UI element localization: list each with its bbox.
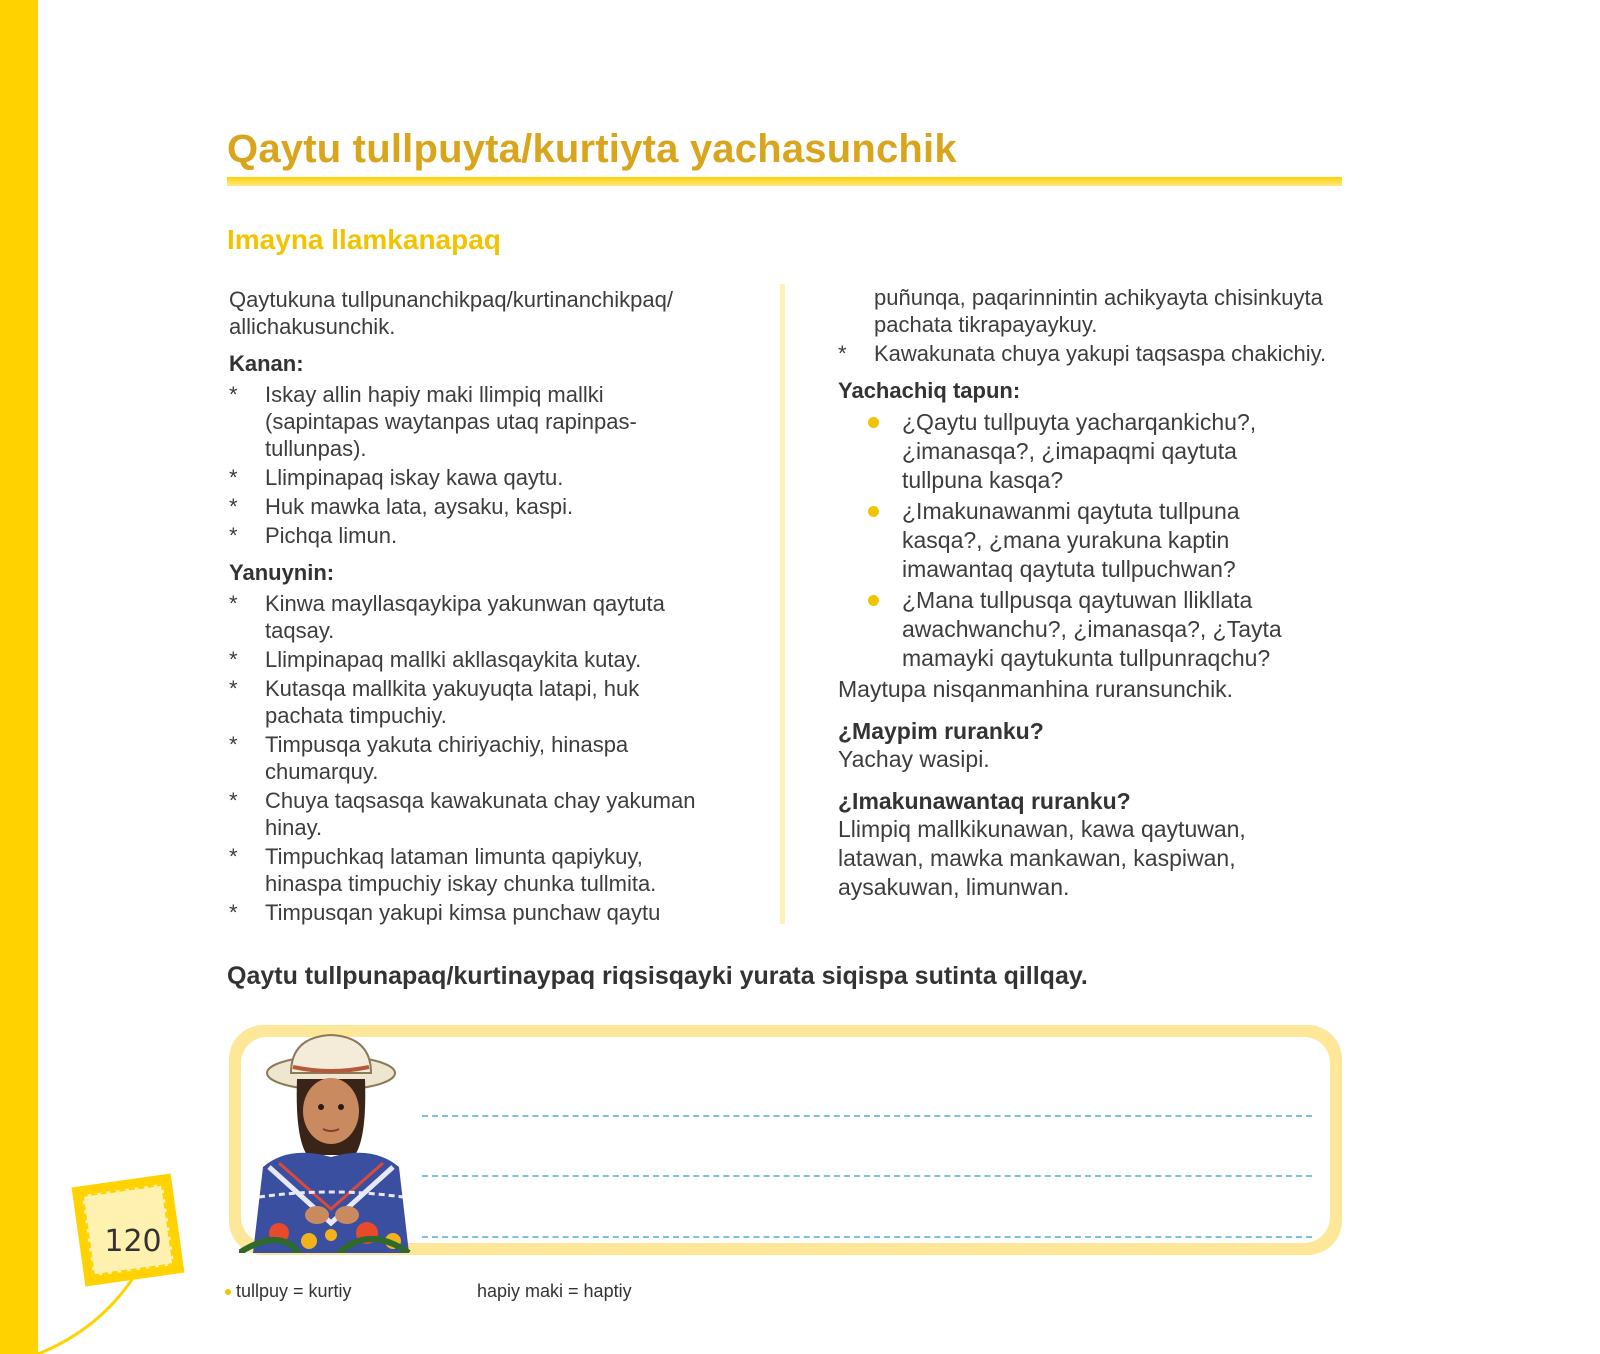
asterisk-bullet: * xyxy=(229,676,238,701)
intro-line: allichakusunchik. xyxy=(229,314,396,339)
list-item xyxy=(229,590,749,644)
answer-line: Llimpiq mallkikunawan, kawa qaytuwan, xyxy=(838,816,1246,842)
list-item-line: hinay. xyxy=(265,815,323,840)
list-item-line: Timpuchkaq lataman limunta qapiykuy, xyxy=(265,844,643,869)
list-item-line: pachata timpuchiy. xyxy=(265,703,447,728)
list-item-line: Huk mawka lata, aysaku, kaspi. xyxy=(265,494,574,519)
list-item-line: Iskay allin hapiy maki llimpiq mallki xyxy=(265,382,604,407)
list-item xyxy=(229,464,749,491)
list-item-line: (sapintapas waytanpas utaq rapinpas- xyxy=(265,409,637,434)
list-item-line: mamayki qaytukunta tullpunraqchu? xyxy=(902,645,1271,671)
continuation-list xyxy=(838,340,1358,367)
list-item-line: tullpuna kasqa? xyxy=(902,467,1064,493)
list-item-line: kasqa?, ¿mana yurakuna kaptin xyxy=(902,527,1230,553)
intro-line: Qaytukuna tullpunanchikpaq/kurtinanchikpaq/ xyxy=(229,287,673,312)
asterisk-bullet: * xyxy=(229,465,238,490)
list-item xyxy=(229,646,749,673)
yanuynin-list xyxy=(229,590,749,926)
question-heading: ¿Maypim ruranku? xyxy=(838,718,1044,744)
asterisk-bullet: * xyxy=(229,647,238,672)
writing-line[interactable] xyxy=(422,1115,1312,1117)
continuation-line: pachata tikrapayaykuy. xyxy=(874,312,1098,337)
list-item xyxy=(229,381,749,462)
list-item-line: tullunpas). xyxy=(265,436,367,461)
answer-line: aysakuwan, limunwan. xyxy=(838,874,1070,900)
questions-list xyxy=(838,408,1358,673)
writing-line[interactable] xyxy=(422,1175,1312,1177)
list-item xyxy=(838,340,1358,367)
continuation-line: puñunqa, paqarinnintin achikyayta chisinkuyta xyxy=(874,285,1323,310)
writing-line[interactable] xyxy=(422,1236,1312,1238)
asterisk-bullet: * xyxy=(229,523,238,548)
footnote: hapiy maki = haptiy xyxy=(477,1281,632,1301)
list-item xyxy=(229,843,749,897)
footnote-text: tullpuy = kurtiy xyxy=(236,1281,352,1301)
list-item-line: chumarquy. xyxy=(265,759,379,784)
writing-instruction: Qaytu tullpunapaq/kurtinaypaq riqsisqayki yurata siqispa sutinta qillqay. xyxy=(227,962,1088,990)
list-item xyxy=(229,731,749,785)
column-divider xyxy=(780,284,785,924)
list-item-line: Kinwa mayllasqaykipa yakunwan qaytuta xyxy=(265,591,665,616)
page-title: Qaytu tullpuyta/kurtiyta yachasunchik xyxy=(227,127,957,171)
list-item-line: Kawakunata chuya yakupi taqsaspa chakichiy. xyxy=(874,341,1327,366)
asterisk-bullet: * xyxy=(229,844,238,869)
list-item xyxy=(229,899,749,926)
list-item-line: ¿imanasqa?, ¿imapaqmi qaytuta xyxy=(902,438,1237,464)
yachachiq-heading: Yachachiq tapun: xyxy=(838,378,1021,403)
list-item-line: ¿Qaytu tullpuyta yacharqankichu?, xyxy=(902,409,1257,435)
list-item-line: Timpusqa yakuta chiriyachiy, hinaspa xyxy=(265,732,629,757)
list-item-line: Kutasqa mallkita yakuyuqta latapi, huk xyxy=(265,676,640,701)
list-item-line: Llimpinapaq iskay kawa qaytu. xyxy=(265,465,564,490)
title-underline xyxy=(227,177,1342,186)
list-item-line: awachwanchu?, ¿imanasqa?, ¿Tayta xyxy=(902,616,1282,642)
list-item-line: ¿Mana tullpusqa qaytuwan llikllata xyxy=(902,587,1253,613)
yanuynin-heading: Yanuynin: xyxy=(229,560,335,585)
bullet-dot-icon xyxy=(868,417,879,428)
asterisk-bullet: * xyxy=(229,591,238,616)
list-item-line: Pichqa limun. xyxy=(265,523,398,548)
closing-line: Maytupa nisqanmanhina ruransunchik. xyxy=(838,676,1234,702)
left-yellow-bar xyxy=(0,0,38,1354)
list-item xyxy=(229,787,749,841)
list-item-line: ¿Imakunawanmi qaytuta tullpuna xyxy=(902,498,1240,524)
list-item xyxy=(838,586,1358,673)
answer-line: latawan, mawka mankawan, kaspiwan, xyxy=(838,845,1236,871)
list-item xyxy=(229,675,749,729)
right-column xyxy=(838,284,1358,902)
section-heading: Imayna llamkanapaq xyxy=(227,224,501,255)
footnote xyxy=(225,1281,352,1302)
asterisk-bullet: * xyxy=(838,341,847,366)
list-item-line: taqsay. xyxy=(265,618,335,643)
list-item-line: Chuya taqsasqa kawakunata chay yakuman xyxy=(265,788,696,813)
bullet-dot-icon xyxy=(225,1289,231,1295)
asterisk-bullet: * xyxy=(229,900,238,925)
kanan-heading: Kanan: xyxy=(229,351,304,376)
girl-illustration xyxy=(239,1027,424,1253)
list-item xyxy=(229,522,749,549)
list-item-line: imawantaq qaytuta tullpuchwan? xyxy=(902,556,1236,582)
answer-text: Yachay wasipi. xyxy=(838,746,990,772)
list-item-line: hinaspa timpuchiy iskay chunka tullmita. xyxy=(265,871,657,896)
asterisk-bullet: * xyxy=(229,788,238,813)
list-item xyxy=(838,408,1358,495)
asterisk-bullet: * xyxy=(229,732,238,757)
asterisk-bullet: * xyxy=(229,494,238,519)
list-item xyxy=(229,493,749,520)
kanan-list xyxy=(229,381,749,549)
question-heading: ¿Imakunawantaq ruranku? xyxy=(838,788,1131,814)
list-item-line: Timpusqan yakupi kimsa punchaw qaytu xyxy=(265,900,661,925)
list-item-line: Llimpinapaq mallki akllasqaykita kutay. xyxy=(265,647,642,672)
left-column xyxy=(229,286,749,928)
page-number: 120 xyxy=(104,1224,162,1259)
list-item xyxy=(838,497,1358,584)
bullet-dot-icon xyxy=(868,506,879,517)
asterisk-bullet: * xyxy=(229,382,238,407)
bullet-dot-icon xyxy=(868,595,879,606)
